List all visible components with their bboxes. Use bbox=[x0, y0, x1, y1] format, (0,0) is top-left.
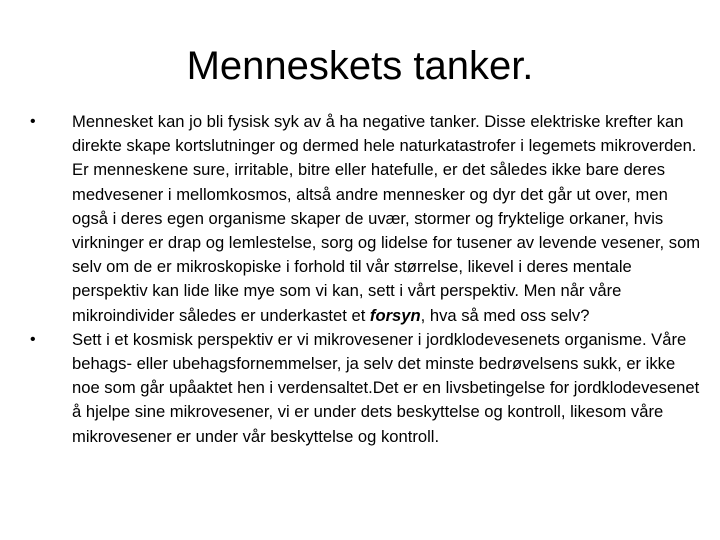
bullet-text-2: Sett i et kosmisk perspektiv er vi mikrovesener i jordklodevesenets organisme. Våre behags- eller ubehagsfornemmelser, ja selv det minste bedrøvelsens sukk, er ikke noe som går upåaktet hen i verdensaltet.Det er en livsbetingelse for jordklodevesenet å hjelpe sine mikrovesener, vi er under dets beskyttelse og kontroll, likesom våre mikrovesener er under vår beskyttelse og kontroll. bbox=[72, 329, 700, 446]
bullet-text-1 bbox=[72, 112, 700, 325]
bullet-list bbox=[30, 110, 706, 449]
bullet-item-1 bbox=[30, 110, 706, 328]
bullet-icon: • bbox=[30, 330, 36, 348]
bullet-text-1-emphasis: forsyn bbox=[369, 305, 421, 325]
bullet-item-2 bbox=[30, 328, 706, 449]
bullet-icon: • bbox=[30, 113, 36, 130]
bullet-text-1-before: Mennesket kan jo bli fysisk syk av å ha negative tanker. Disse elektriske krefter kan direkte skape kortslutninger og dermed hele naturkatastrofer i legemets mikroverden. Er menneskene sure, irritable, bitre eller hatefulle, er det således ikke bare deres medvesener i mellomkosmos, altså andre mennesker og dyr det går ut over, men også i deres egen organisme skaper de uvær, stormer og fryktelige orkaner, hvis virkninger er drap og lemlestelse, sorg og lidelse for tusener av levende vesener, som selv om de er mikroskopiske i forhold til vår størrelse, likevel i deres mentale perspektiv kan lide like mye som vi kan, sett i vårt perspektiv. Men når våre mikroindivider således er underkastet et bbox=[72, 112, 701, 325]
bullet-text-1-after: , hva så med oss selv? bbox=[420, 305, 590, 325]
slide-title: Menneskets tanker. bbox=[186, 44, 534, 88]
